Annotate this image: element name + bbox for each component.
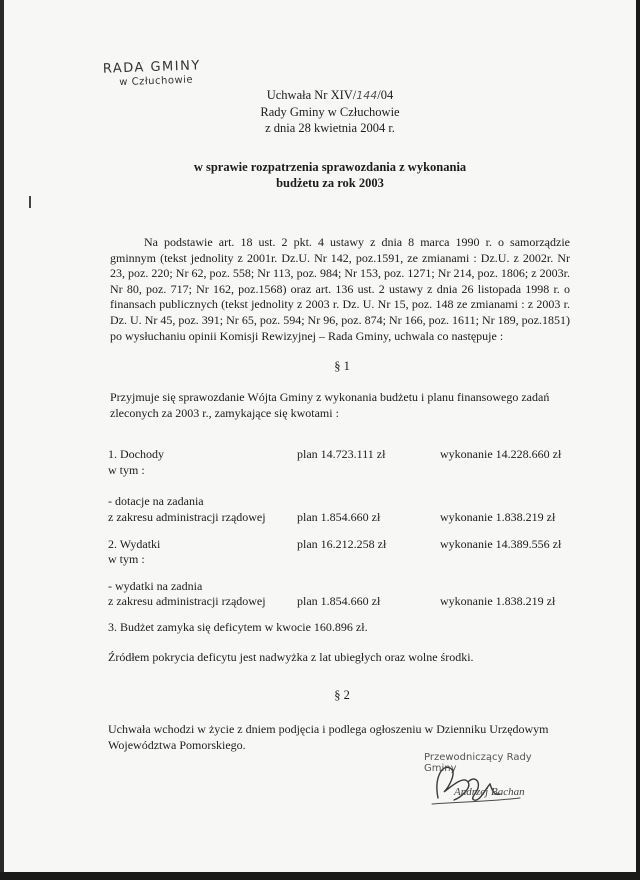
resolution-date: z dnia 28 kwietnia 2004 r. — [265, 121, 395, 135]
resolution-issuer: Rady Gminy w Człuchowie — [260, 105, 400, 119]
resolution-title — [150, 159, 510, 191]
row-task-expenses-plan: plan 1.854.660 zł — [297, 594, 381, 608]
row-grants-sub: z zakresu administracji rządowej — [108, 510, 266, 524]
row-income-plan: plan 14.723.111 zł — [297, 447, 386, 461]
deficit-statement: 3. Budżet zamyka się deficytem w kwocie 160.896 zł. — [108, 620, 368, 634]
handwritten-signature-icon — [424, 758, 564, 810]
title-line-2: budżetu za rok 2003 — [276, 176, 384, 190]
scan-edge-bottom — [0, 872, 640, 880]
chairman-signature-block — [424, 752, 564, 808]
row-grants-exec: wykonanie 1.838.219 zł — [440, 510, 556, 524]
stamp-line-1: RADA GMINY — [102, 58, 202, 77]
scan-mark — [29, 196, 31, 208]
row-grants-label: - dotacje na zadania — [108, 494, 204, 508]
title-line-1: w sprawie rozpatrzenia sprawozdania z wykonania — [193, 160, 467, 174]
resolution-number-suffix: /04 — [377, 88, 394, 102]
section-2-sign: § 2 — [334, 688, 350, 702]
signature-name: Andrzej Bachan — [454, 786, 525, 798]
resolution-header — [235, 87, 425, 136]
row-grants-plan: plan 1.854.660 zł — [297, 510, 381, 524]
row-expenses-exec: wykonanie 14.389.556 zł — [440, 537, 562, 551]
row-income-exec: wykonanie 14.228.660 zł — [440, 447, 562, 461]
deficit-source: Źródłem pokrycia deficytu jest nadwyżka z lat ubiegłych oraz wolne środki. — [108, 650, 474, 664]
row-task-expenses-sub: z zakresu administracji rządowej — [108, 594, 266, 608]
section-1-intro: Przyjmuje się sprawozdanie Wójta Gminy z wykonania budżetu i planu finansowego zadań zleconych za 2003 r., zamykające się kwotami : — [110, 390, 550, 420]
resolution-number — [235, 87, 425, 104]
stamp-line-2: w Człuchowie — [119, 74, 194, 89]
row-task-expenses-exec: wykonanie 1.838.219 zł — [440, 594, 556, 608]
row-expenses-sub: w tym : — [108, 552, 145, 566]
row-income-sub: w tym : — [108, 463, 145, 477]
row-task-expenses-label: - wydatki na zadnia — [108, 579, 203, 593]
section-2-text: Uchwała wchodzi w życie z dniem podjęcia i podlega ogłoszeniu w Dzienniku Urzędowym Województwa Pomorskiego. — [108, 722, 549, 752]
council-stamp — [103, 58, 202, 88]
row-income-label: 1. Dochody — [108, 447, 164, 461]
row-expenses-plan: plan 16.212.258 zł — [297, 537, 387, 551]
signature-caption: Przewodniczący Rady Gminy — [424, 752, 532, 774]
section-1-sign: § 1 — [334, 359, 350, 373]
resolution-number-prefix: Uchwała Nr XIV/ — [266, 88, 357, 102]
scan-edge-left — [0, 0, 4, 880]
preamble-text: Na podstawie art. 18 ust. 2 pkt. 4 ustawy z dnia 8 marca 1990 r. o samorządzie gminnym (tekst jednolity z 2001r. Dz.U. Nr 142, poz.1591, ze zmianami : Dz.U. z 2002r. Nr 23, poz. 220; Nr 62, poz. 558; Nr 113, poz. 984; Nr 153, poz. 1271; Nr 214, poz. 1806; z 2003r. Nr 80, poz. 717; Nr 162, poz.1568) oraz art. 136 ust. 2 ustawy z dnia 26 listopada 1998 r. o finansach publicznych (tekst jednolity z 2003 r. Dz. U. Nr 15, poz. 148 ze zmianami : z 2003 r. Dz. U. Nr 45, poz. 391; Nr 65, poz. 594; Nr 96, poz. 874; Nr 166, poz. 1611; Nr 189, poz.1851) po wysłuchaniu opinii Komisji Rewizyjnej – Rada Gminy, uchwala co następuje : — [110, 235, 570, 343]
resolution-number-handwritten: 144 — [356, 89, 378, 102]
row-expenses-label: 2. Wydatki — [108, 537, 161, 551]
scan-edge-right — [636, 0, 640, 880]
